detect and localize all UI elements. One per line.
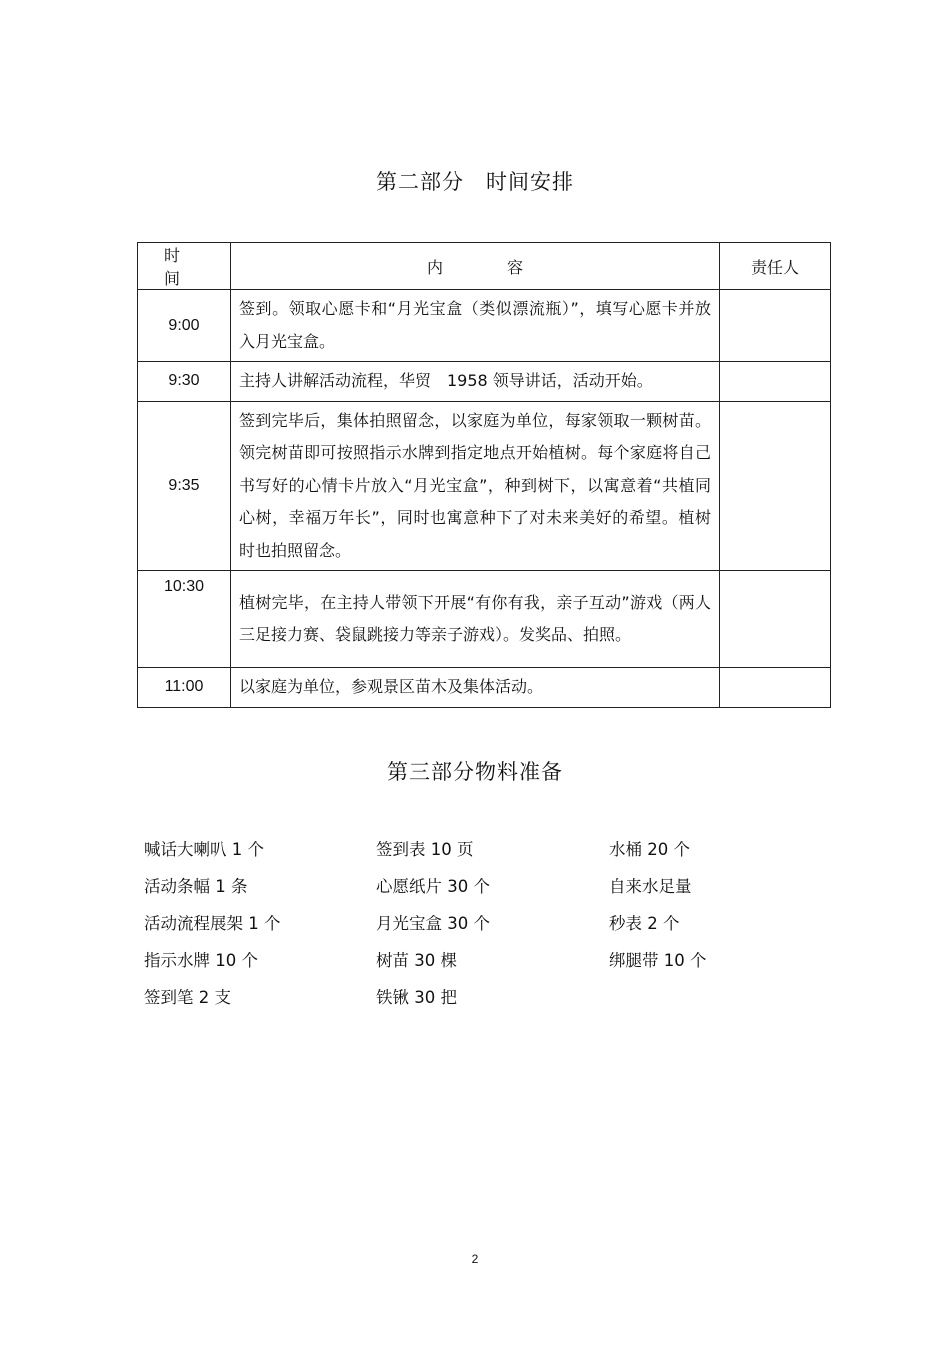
table-row	[138, 290, 831, 362]
table-row	[138, 668, 831, 708]
table-row	[138, 571, 831, 668]
list-item: 秒表 2 个	[609, 914, 680, 933]
list-item: 铁锹 30 把	[376, 988, 457, 1007]
row-content: 以家庭为单位，参观景区苗木及集体活动。	[231, 668, 720, 708]
header-time: 时 间	[138, 243, 231, 290]
header-responsible: 责任人	[720, 243, 831, 290]
list-item: 活动流程展架 1 个	[144, 914, 281, 933]
row-content: 主持人讲解活动流程，华贸 1958 领导讲话，活动开始。	[231, 362, 720, 402]
list-item: 签到笔 2 支	[144, 988, 231, 1007]
materials-list	[144, 833, 764, 1018]
list-item: 喊话大喇叭 1 个	[144, 840, 264, 859]
row-responsible	[720, 290, 831, 362]
row-time: 9:35	[138, 401, 231, 571]
list-item: 自来水足量	[609, 877, 692, 896]
row-content: 植树完毕，在主持人带领下开展“有你有我，亲子互动”游戏（两人三足接力赛、袋鼠跳接力等亲子游戏）。发奖品、拍照。	[231, 571, 720, 668]
list-item: 心愿纸片 30 个	[376, 877, 490, 896]
list-item: 水桶 20 个	[609, 840, 690, 859]
schedule-table	[137, 242, 831, 708]
row-responsible	[720, 668, 831, 708]
list-item: 活动条幅 1 条	[144, 877, 248, 896]
row-time: 9:30	[138, 362, 231, 402]
row-time: 10:30	[138, 571, 231, 668]
row-time: 9:00	[138, 290, 231, 362]
header-content: 内 容	[231, 243, 720, 290]
row-content: 签到。领取心愿卡和“月光宝盒（类似漂流瓶）”，填写心愿卡并放入月光宝盒。	[231, 290, 720, 362]
table-row	[138, 362, 831, 402]
table-row	[138, 401, 831, 571]
list-item: 树苗 30 棵	[376, 951, 457, 970]
row-responsible	[720, 362, 831, 402]
list-item: 签到表 10 页	[376, 840, 474, 859]
list-item: 指示水牌 10 个	[144, 951, 258, 970]
section2-title: 第二部分 时间安排	[376, 170, 574, 194]
row-responsible	[720, 571, 831, 668]
row-responsible	[720, 401, 831, 571]
table-header-row	[138, 243, 831, 290]
list-item: 绑腿带 10 个	[609, 951, 707, 970]
section3-title: 第三部分物料准备	[387, 760, 563, 784]
list-item: 月光宝盒 30 个	[376, 914, 490, 933]
row-content: 签到完毕后，集体拍照留念，以家庭为单位，每家领取一颗树苗。领完树苗即可按照指示水牌到指定地点开始植树。每个家庭将自己书写好的心情卡片放入“月光宝盒”，种到树下，以寓意着“共植同心树，幸福万年长”，同时也寓意种下了对未来美好的希望。植树时也拍照留念。	[231, 401, 720, 571]
page-number: 2	[471, 1252, 479, 1266]
row-time: 11:00	[138, 668, 231, 708]
